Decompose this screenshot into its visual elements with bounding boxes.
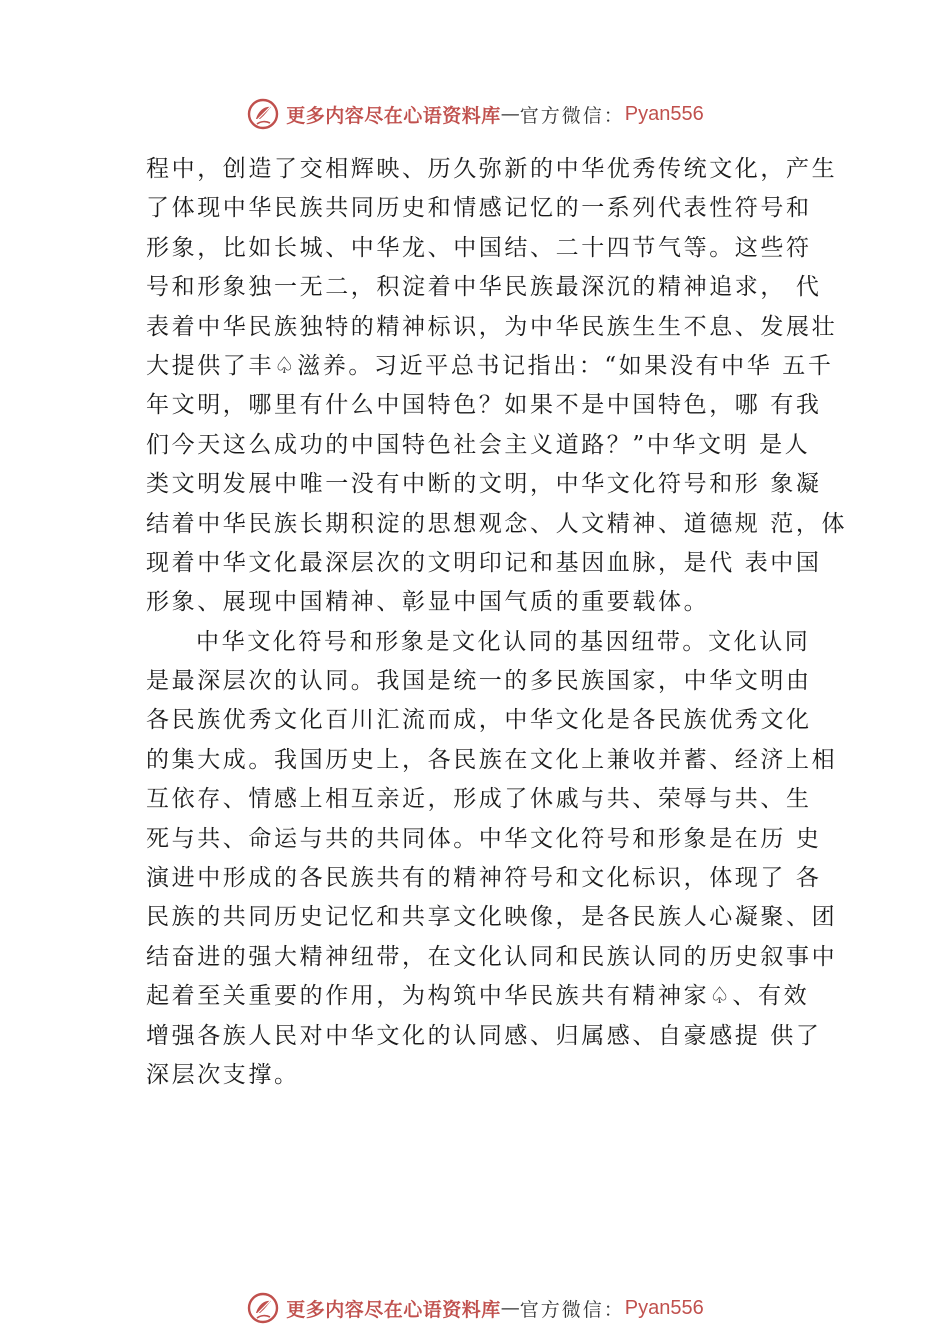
footer-dash: — — [500, 1297, 520, 1319]
text-line: 死与共、命运与共的共同体。中华文化符号和形象是在历 史 — [146, 825, 822, 852]
text-line: 互依存、情感上相互亲近，形成了休戚与共、荣辱与共、生 — [146, 786, 812, 813]
text-line: 形象，比如长城、中华龙、中国结、二十四节气等。这些符 — [146, 234, 812, 261]
text-line: 现着中华文化最深层次的文明印记和基因血脉，是代 表中国 — [146, 549, 822, 576]
text-line: 大提供了丰♤滋养。习近平总书记指出：“如果没有中华 五千 — [146, 352, 834, 379]
text-line: 的集大成。我国历史上，各民族在文化上兼收并蓄、经济上相 — [146, 746, 838, 773]
paragraph-2 — [146, 623, 836, 1096]
header-wechat-label: 官方微信： — [519, 104, 625, 127]
text-line: 深层次支撑。 — [146, 1061, 300, 1088]
text-line: 号和形象独一无二，积淀着中华民族最深沉的精神追求， 代 — [146, 274, 822, 301]
header-wechat-id: Pyan556 — [624, 102, 704, 125]
paragraph-1 — [146, 150, 848, 623]
text-line: 起着至关重要的作用，为构筑中华民族共有精神家♤、有效 — [146, 983, 810, 1010]
text-line: 是最深层次的认同。我国是统一的多民族国家，中华文明由 — [146, 668, 812, 695]
header-dash: — — [500, 103, 520, 125]
text-line: 类文明发展中唯一没有中断的文明，中华文化符号和形 象凝 — [146, 471, 822, 498]
brand-logo-icon — [246, 1291, 280, 1325]
text-line: 了体现中华民族共同历史和情感记忆的一系列代表性符号和 — [146, 195, 812, 222]
text-line: 们今天这么成功的中国特色社会主义道路？”中华文明 是人 — [146, 431, 811, 458]
footer-wechat-label: 官方微信： — [519, 1298, 625, 1321]
brand-logo-icon — [246, 97, 280, 131]
text-line: 表着中华民族独特的精神标识，为中华民族生生不息、发展壮 — [146, 313, 838, 340]
text-line: 增强各族人民对中华文化的认同感、归属感、自豪感提 供了 — [146, 1022, 822, 1049]
text-line: 结奋进的强大精神纽带，在文化认同和民族认同的历史叙事中 — [146, 943, 838, 970]
header-brand-text: 更多内容尽在心语资料库 — [286, 104, 501, 127]
footer-wechat-id: Pyan556 — [624, 1296, 704, 1319]
text-line: 结着中华民族长期积淀的思想观念、人文精神、道德规 范，体 — [146, 510, 848, 537]
text-line: 各民族优秀文化百川汇流而成，中华文化是各民族优秀文化 — [146, 707, 812, 734]
text-line: 程中，创造了交相辉映、历久弥新的中华优秀传统文化，产生 — [146, 156, 838, 182]
text-line: 年文明，哪里有什么中国特色？如果不是中国特色，哪 有我 — [146, 392, 822, 419]
text-line: 中华文化符号和形象是文化认同的基因纽带。文化认同 — [196, 628, 811, 655]
document-body — [146, 150, 848, 1095]
text-line: 演进中形成的各民族共有的精神符号和文化标识，体现了 各 — [146, 865, 822, 892]
footer-brand-text: 更多内容尽在心语资料库 — [286, 1298, 501, 1321]
header-banner — [0, 94, 950, 134]
text-line: 民族的共同历史记忆和共享文化映像，是各民族人心凝聚、团 — [146, 904, 838, 931]
text-line: 形象、展现中国精神、彰显中国气质的重要载体。 — [146, 589, 710, 616]
footer-banner — [0, 1288, 950, 1328]
